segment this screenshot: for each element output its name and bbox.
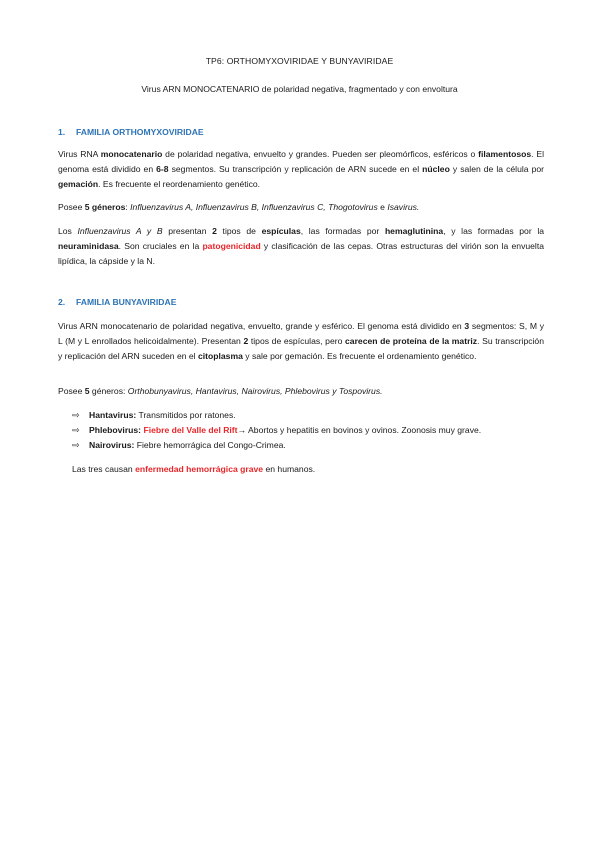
text: segmentos. Su transcripción y replicación de ARN sucede en el (168, 164, 423, 174)
text: Posee (58, 202, 85, 212)
text: Virus RNA (58, 149, 101, 159)
section-1-paragraph-1 (58, 147, 544, 192)
text: géneros: (89, 386, 128, 396)
text: segmentos: S, M y L (M y L enrollados helicoidalmente). Presentan (58, 321, 544, 346)
bold-text: 2 (212, 226, 217, 236)
arrow-bullet-icon: ⇨ (72, 425, 80, 435)
highlight-text: enfermedad hemorrágica grave (135, 464, 264, 474)
bold-text: 2 (243, 336, 249, 346)
italic-text: Isavirus. (387, 202, 420, 212)
bullet-text: Transmitidos por ratones. (136, 410, 236, 420)
bold-text: 5 géneros (84, 202, 126, 212)
section-1-heading (58, 127, 204, 137)
text: . El genoma está dividido en (58, 149, 544, 174)
bullet-text: Fiebre hemorrágica del Congo-Crimea. (134, 440, 286, 450)
bold-text: citoplasma (197, 351, 243, 361)
list-item (72, 423, 552, 438)
text: . Es frecuente el reordenamiento genético. (98, 179, 261, 189)
italic-text: Influenzavirus A y B (77, 226, 163, 236)
text: , y las formadas por la (443, 226, 545, 236)
bullet-term: Phlebovirus: (89, 425, 142, 435)
bold-text: neuraminidasa (58, 241, 119, 251)
bold-text: espículas (261, 226, 301, 236)
section-2-title: FAMILIA BUNYAVIRIDAE (76, 297, 177, 307)
text: e (377, 202, 388, 212)
section-2-paragraph-2 (58, 384, 544, 399)
highlight-text: patogenicidad (202, 241, 261, 251)
section-2-heading (58, 297, 176, 307)
document-subtitle: Virus ARN MONOCATENARIO de polaridad negativa, fragmentado y con envoltura (141, 84, 458, 94)
bold-text: núcleo (422, 164, 450, 174)
section-1-title: FAMILIA ORTHOMYXOVIRIDAE (76, 127, 204, 137)
text: tipos de (216, 226, 262, 236)
text: Virus ARN monocatenario de polaridad negativa, envuelto, grande y esférico. El genoma está dividido en (58, 321, 465, 331)
bold-text: 3 (464, 321, 470, 331)
text: y salen de la célula por (449, 164, 544, 174)
text: : (125, 202, 131, 212)
text: Los (58, 226, 78, 236)
text: Posee (58, 386, 85, 396)
section-1-number: 1. (58, 127, 66, 137)
bold-text: hemaglutinina (384, 226, 444, 236)
bold-text: monocatenario (100, 149, 163, 159)
text: . Su transcripción y replicación del ARN suceden en el (58, 336, 544, 361)
document-title: TP6: ORTHOMYXOVIRIDAE Y BUNYAVIRIDAE (205, 56, 394, 66)
arrow-bullet-icon: ⇨ (72, 440, 80, 450)
text: , las formadas por (300, 226, 385, 236)
highlight-text: Fiebre del Valle del Rift (141, 425, 238, 435)
text: y sale por gemación. Es frecuente el ordenamiento genético. (242, 351, 477, 361)
section-2-number: 2. (58, 297, 66, 307)
text: y clasificación de las cepas. Otras estructuras del virión son la envuelta lipídica, la cápside y la N. (58, 241, 544, 266)
bold-text: gemación (58, 179, 99, 189)
section-1-paragraph-2 (58, 200, 544, 215)
text: . Son cruciales en la (118, 241, 203, 251)
genus-bullet-list (72, 408, 552, 453)
italic-text: Influenzavirus A, Influenzavirus B, Influenzavirus C, Thogotovirus (130, 202, 378, 212)
bullet-term: Nairovirus: (89, 440, 135, 450)
text: tipos de espículas, pero (248, 336, 346, 346)
section-2-paragraph-1 (58, 319, 544, 364)
bullet-term: Hantavirus: (89, 410, 137, 420)
bullet-text: → Abortos y hepatitis en bovinos y ovinos. Zoonosis muy grave. (237, 425, 482, 435)
italic-text: Orthobunyavirus, Hantavirus, Nairovirus, Phlebovirus y Tospovirus. (127, 386, 383, 396)
closing-sentence (72, 464, 315, 474)
text: de polaridad negativa, envuelto y grandes. Pueden ser pleomórficos, esféricos o (162, 149, 479, 159)
list-item (72, 408, 552, 423)
bold-text: 5 (84, 386, 90, 396)
bold-text: filamentosos (478, 149, 532, 159)
list-item (72, 438, 552, 453)
arrow-bullet-icon: ⇨ (72, 410, 80, 420)
text: presentan (162, 226, 213, 236)
section-1-paragraph-3 (58, 224, 544, 269)
bold-text: 6-8 (156, 164, 169, 174)
text: en humanos. (263, 464, 316, 474)
text: Las tres causan (72, 464, 136, 474)
bold-text: carecen de proteína de la matriz (345, 336, 478, 346)
